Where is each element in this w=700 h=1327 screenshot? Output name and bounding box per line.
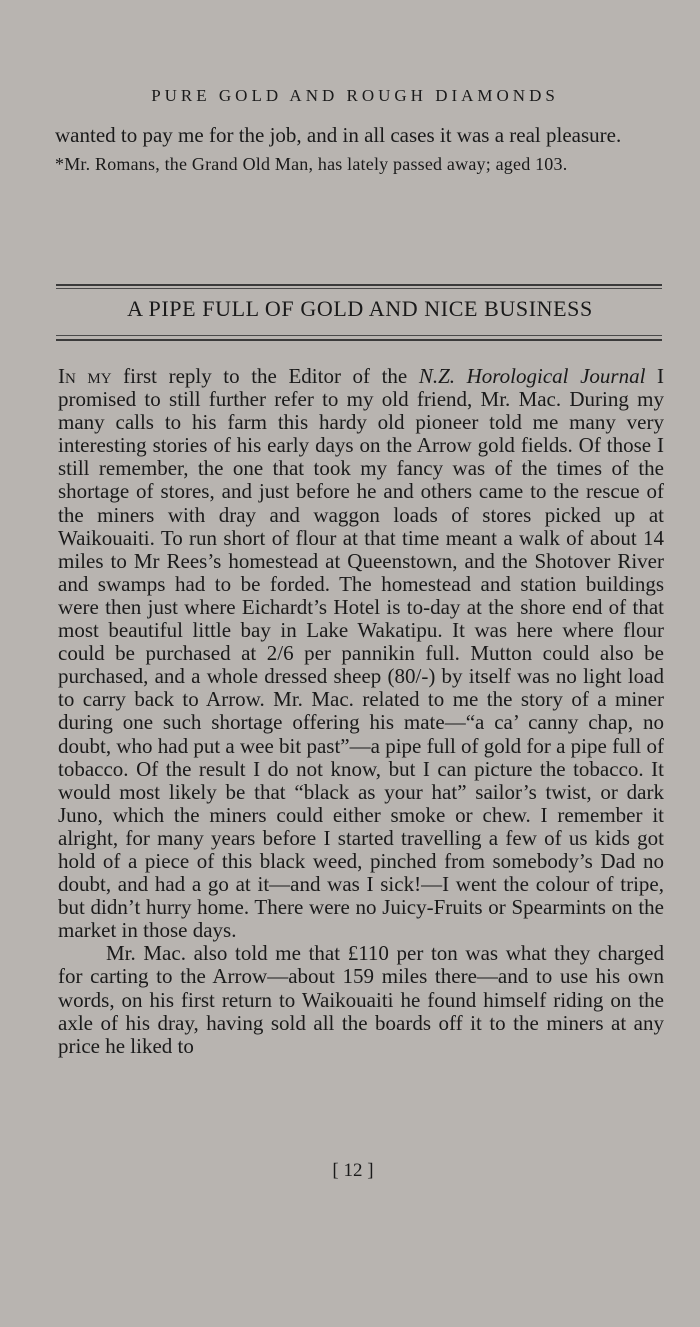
continued-text (55, 124, 665, 175)
opening-words: In my (58, 364, 112, 388)
section-title: A PIPE FULL OF GOLD AND NICE BUSINESS (127, 296, 593, 321)
paragraph-1-part-1: first reply to the Editor of the (111, 364, 419, 388)
top-paragraph: wanted to pay me for the job, and in all cases it was a real pleasure. (55, 123, 622, 147)
page-number: [ 12 ] (332, 1160, 374, 1181)
article-body (58, 365, 664, 1058)
running-head: PURE GOLD AND ROUGH DIAMONDS (151, 86, 559, 105)
title-rule-top (56, 284, 662, 286)
title-rule-bottom (56, 339, 662, 341)
journal-title: N.Z. Horological Journal (418, 364, 646, 388)
title-rule-top-thin (56, 288, 662, 289)
paragraph-1-part-2: I promised to still further refer to my old friend, Mr. Mac. During my many calls to his farm this hardy old pioneer told me many very interesting stories of his early days on the Arrow gold fields. Of those I still remember, the one that took my fancy was of the times of the shortage of stores, and just before he and others came to the rescue of the miners with dray and waggon loads of stores picked up at Waikouaiti. To run short of flour at that time meant a walk of about 14 miles to Mr Rees’s homestead at Queenstown, and the Shotover River and swamps had to be forded. The homestead and station buildings were then just where Eichardt’s Hotel is to-day at the shore end of that most beautiful little bay in Lake Wakatipu. It was here where flour could be purchased at 2/6 per pannikin full. Mutton could also be purchased, and a whole dressed sheep (80/-) by itself was no light load to carry back to Arrow. Mr. Mac. related to me the story of a miner during one such shortage offering his mate—“a ca’ canny chap, no doubt, who had put a wee bit past”—a pipe full of gold for a pipe full of tobacco. Of the result I do not know, but I can picture the tobacco. It would most likely be that “black as your hat” sailor’s twist, or dark Juno, which the miners could either smoke or chew. I remember it alright, for many years before I started travelling a few of us kids got hold of a piece of this black weed, pinched from somebody’s Dad no doubt, and had a go at it—and was I sick!—I went the colour of tripe, but didn’t hurry home. There were no Juicy-Fruits or Spearmints on the market in those days. (58, 364, 664, 943)
footnote: *Mr. Romans, the Grand Old Man, has lately passed away; aged 103. (55, 154, 568, 174)
paragraph-2: Mr. Mac. also told me that £110 per ton was what they charged for carting to the Arrow—about 159 miles there—and to use his own words, on his first return to Waikouaiti he found himself riding on the axle of his dray, having sold all the boards off it to the miners at any price he liked to (58, 941, 664, 1058)
paragraph-1 (58, 365, 664, 942)
title-rule-bottom-thin (56, 335, 662, 336)
